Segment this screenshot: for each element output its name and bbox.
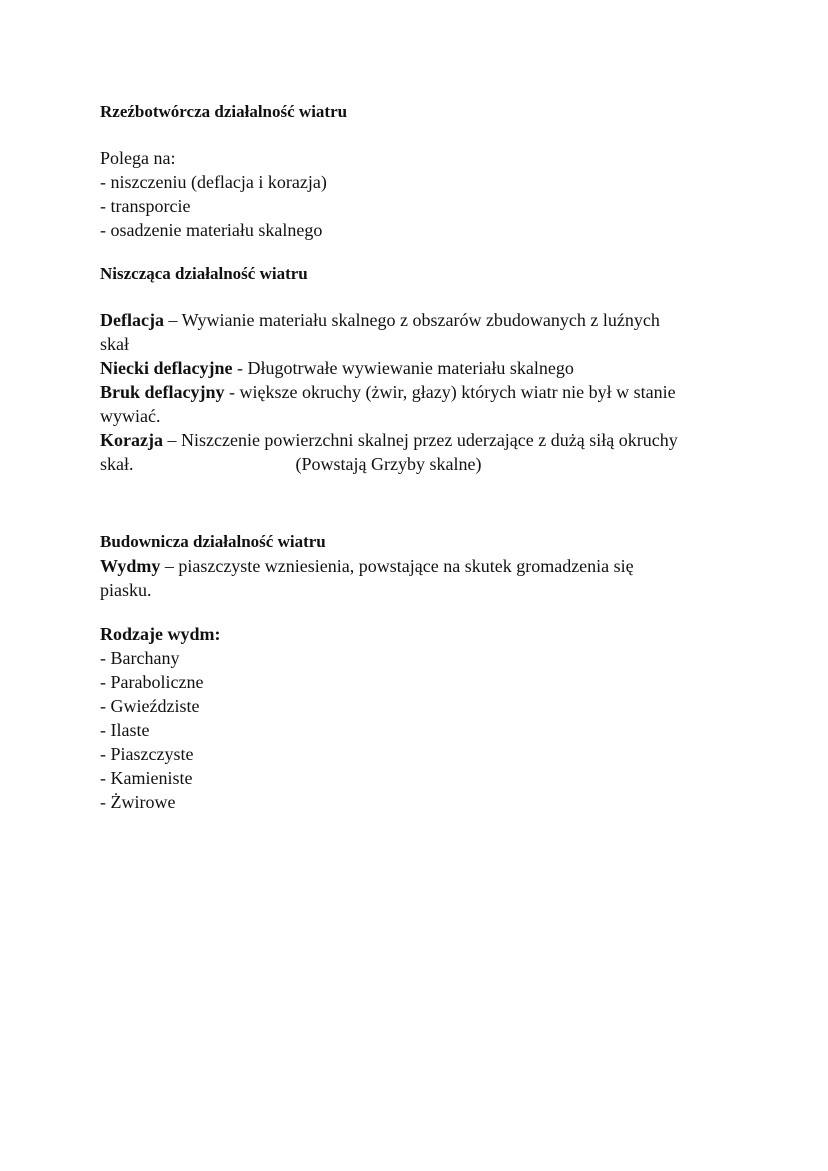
list-item: - Kamieniste xyxy=(100,768,193,788)
definition-continuation: piasku. xyxy=(100,580,152,600)
definition-wydmy xyxy=(100,554,760,578)
definition-text: – Niszczenie powierzchni skalnej przez uderzające z dużą siłą okruchy xyxy=(162,430,678,450)
definition-deflacja xyxy=(100,308,760,332)
definition-continuation: skał. xyxy=(100,454,134,474)
definition-text: - Długotrwałe wywiewanie materiału skalnego xyxy=(232,358,574,378)
destructive-definitions xyxy=(100,308,760,476)
list-item: - osadzenie materiału skalnego xyxy=(100,220,323,240)
definition-niecki xyxy=(100,356,760,380)
list-item: - Paraboliczne xyxy=(100,672,204,692)
definition-continuation: wywiać. xyxy=(100,406,161,426)
term: Niecki deflacyjne xyxy=(100,358,233,378)
dune-types-list xyxy=(100,646,760,814)
term: Bruk deflacyjny xyxy=(100,382,225,402)
sculpting-list xyxy=(100,146,760,242)
list-item: - Ilaste xyxy=(100,720,150,740)
constructive-definition xyxy=(100,554,760,602)
definition-continuation: skał xyxy=(100,334,129,354)
list-item: - Barchany xyxy=(100,648,180,668)
term: Wydmy xyxy=(100,556,161,576)
list-intro: Polega na: xyxy=(100,148,176,168)
section-title-dune-types: Rodzaje wydm: xyxy=(100,624,221,644)
term: Deflacja xyxy=(100,310,164,330)
definition-text: – Wywianie materiału skalnego z obszarów zbudowanych z luźnych xyxy=(163,310,660,330)
list-item: - transporcie xyxy=(100,196,191,216)
document-page xyxy=(100,100,760,814)
definition-bruk xyxy=(100,380,760,404)
definition-korazja xyxy=(100,428,760,452)
section-title-destructive: Niszcząca działalność wiatru xyxy=(100,264,308,283)
list-item: - Żwirowe xyxy=(100,792,176,812)
list-item: - Piaszczyste xyxy=(100,744,194,764)
list-item: - Gwieździste xyxy=(100,696,200,716)
list-item: - niszczeniu (deflacja i korazja) xyxy=(100,172,327,192)
definition-note: (Powstają Grzyby skalne) xyxy=(295,454,482,474)
term: Korazja xyxy=(100,430,163,450)
definition-text: – piaszczyste wzniesienia, powstające na skutek gromadzenia się xyxy=(160,556,634,576)
definition-continuation-line xyxy=(100,452,760,476)
section-title-sculpting: Rzeźbotwórcza działalność wiatru xyxy=(100,102,348,121)
section-title-constructive: Budownicza działalność wiatru xyxy=(100,532,326,551)
definition-text: - większe okruchy (żwir, głazy) których wiatr nie był w stanie xyxy=(224,382,676,402)
